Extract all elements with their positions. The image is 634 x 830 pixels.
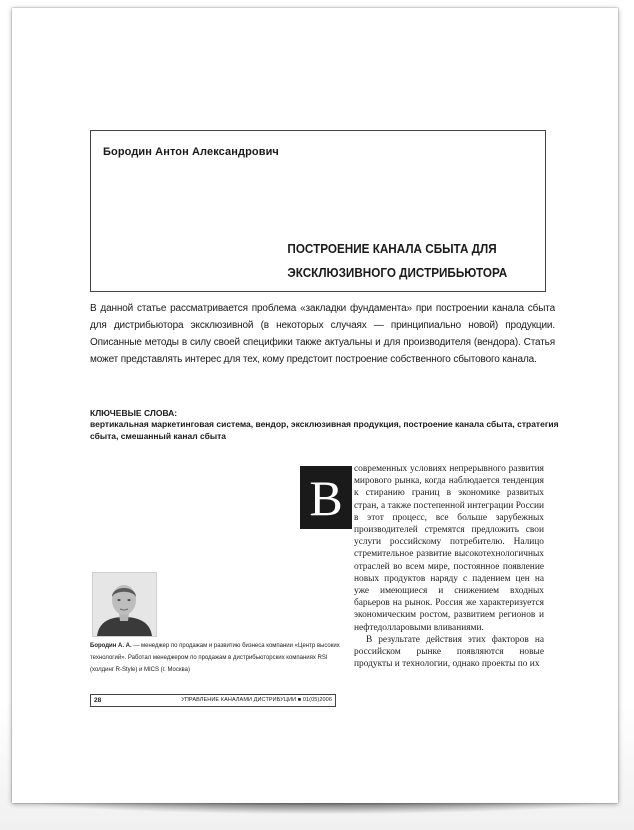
bio-text: — менеджер по продажам и развитию бизнеса компании «Центр высоких технологий». Работал менеджером по продажам в дистрибьюторских компаниях RSI (холдинг R-Style) и MICS (г. Москва) (90, 643, 340, 673)
article-title (287, 237, 507, 285)
page-number: 28 (94, 697, 102, 704)
journal-page (12, 8, 618, 803)
journal-name: УПРАВЛЕНИЕ КАНАЛАМИ ДИСТРИБУЦИИ ■ 01(05)2006 (181, 697, 332, 703)
title-line-2: ЭКСКЛЮЗИВНОГО ДИСТРИБЬЮТОРА (287, 265, 507, 280)
bio-name: Бородин А. А. (90, 643, 132, 649)
author-photo (92, 572, 157, 637)
portrait-image (93, 573, 156, 636)
keywords-heading: КЛЮЧЕВЫЕ СЛОВА: (90, 408, 178, 418)
author-name: Бородин Антон Александрович (103, 146, 279, 158)
title-box (90, 130, 546, 292)
body-column (354, 463, 544, 670)
body-paragraph-1: современных условиях непрерывного развития мирового рынка, когда наблюдается тенденция к стиранию границ в экономике развитых стран, а также постепенной интеграции России в этот процесс, все больше зарубежных производителей стремятся предложить свои услуги российскому потребителю. Налицо стремительное развитие высокотехнологичных отраслей во всем мире, постоянное появление новых продуктов наряду с падением цен на уже имеющиеся и снижением входных барьеров на рынок. Россия же характеризуется экономическим ростом, развитием регионов и нефтедолларовыми вливаниями. (354, 464, 544, 633)
page-footer (90, 694, 336, 707)
author-bio (90, 640, 340, 676)
abstract: В данной статье рассматривается проблема «закладки фундамента» при построении канала сбыта для дистрибьютора эксклюзивной (в некоторых случаях — принципиально новой) продукции. Описанные методы в силу своей специфики также актуальны и для производителя (вендора). Статья может представлять интерес для тех, кому предстоит построение собственного сбытового канала. (90, 303, 555, 365)
body-paragraph-2: В результате действия этих факторов на российском рынке появляются новые продукты и технологии, однако проекты по их (354, 634, 544, 670)
drop-cap: В (300, 466, 352, 529)
title-line-1: ПОСТРОЕНИЕ КАНАЛА СБЫТА ДЛЯ (287, 241, 497, 256)
keywords-list: вертикальная маркетинговая система, вендор, эксклюзивная продукция, построение канала сбыта, стратегия сбыта, смешанный канал сбыта (90, 419, 559, 441)
